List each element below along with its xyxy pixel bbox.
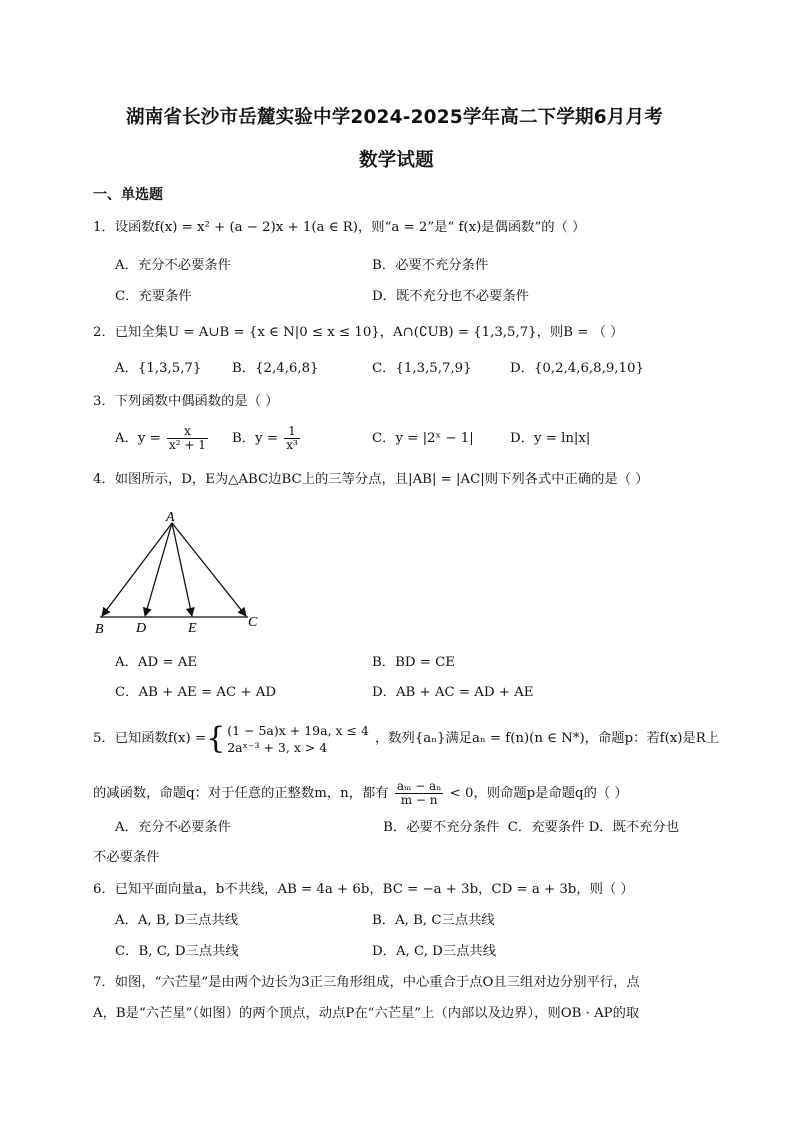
q3-a-num: x xyxy=(167,425,208,439)
page-subtitle: 数学试题 xyxy=(359,150,434,171)
q1-option-a: A．充分不必要条件 xyxy=(115,258,231,273)
q5-line2a: 的减函数，命题q：对于任意的正整数m，n，都有 xyxy=(93,786,389,801)
q1-option-b: B．必要不充分条件 xyxy=(372,258,489,273)
q3-b-label: B． xyxy=(232,431,256,446)
question-6: 6．已知平面向量a，b不共线，AB = 4a + 6b，BC = −a + 3b，CD = a + 3b，则（ ） xyxy=(93,882,634,897)
q3-b-fraction xyxy=(284,425,300,452)
q2-option-b: B．{2,4,6,8} xyxy=(232,361,319,376)
question-1: 1．设函数f(x) = x² + (a − 2)x + 1(a ∈ R)，则“a = 2”是“ f(x)是偶函数”的（ ） xyxy=(93,220,586,235)
label-c: C xyxy=(248,615,258,630)
q3-option-c: C．y = |2ˣ − 1| xyxy=(372,431,474,446)
q4-option-b: B．BD = CE xyxy=(372,655,455,670)
q3-b-den: x³ xyxy=(286,438,298,452)
q6-option-b: B．A, B, C三点共线 xyxy=(372,913,495,928)
label-d: D xyxy=(136,621,147,636)
vector-ad xyxy=(145,523,172,616)
q5-options-cont: 不必要条件 xyxy=(93,850,160,865)
label-e: E xyxy=(188,621,197,636)
q3-option-a xyxy=(115,425,210,452)
q5-lead: 5．已知函数f(x) = xyxy=(93,731,207,746)
question-7-line2: A，B是“六芒星”（如图）的两个顶点，动点P在“六芒星”上（内部以及边界），则OB · AP的取 xyxy=(93,1006,640,1021)
q3-a-lhs: y = xyxy=(137,431,161,446)
question-4: 4．如图所示，D，E为△ABC边BC上的三等分点，且|AB| = |AC|则下列各式中正确的是（ ） xyxy=(93,472,649,487)
q6-option-d: D．A, C, D三点共线 xyxy=(372,944,497,959)
q3-a-den: x² + 1 xyxy=(169,438,206,452)
q3-b-lhs: y = xyxy=(255,431,278,446)
q2-option-c: C．{1,3,5,7,9} xyxy=(372,361,472,376)
q5-fraction xyxy=(395,780,444,807)
page-title: 湖南省长沙市岳麓实验中学2024-2025学年高二下学期6月月考 xyxy=(126,107,663,128)
section-heading: 一、单选题 xyxy=(93,187,163,203)
q4-option-c: C．AB + AE = AC + AD xyxy=(115,685,276,700)
q3-option-d: D．y = ln|x| xyxy=(510,431,591,446)
triangle-figure xyxy=(88,505,278,640)
q2-option-d: D．{0,2,4,6,8,9,10} xyxy=(510,361,644,376)
question-2: 2．已知全集U = A∪B = {x ∈ N|0 ≤ x ≤ 10}，A∩(∁UB) = {1,3,5,7}，则B = （ ） xyxy=(93,325,624,340)
question-3: 3．下列函数中偶函数的是（ ） xyxy=(93,394,279,409)
q5-frac-num: aₘ − aₙ xyxy=(396,779,442,793)
q3-a-fraction xyxy=(167,425,208,452)
q3-a-label: A． xyxy=(115,431,138,446)
q1-option-d: D．既不充分也不必要条件 xyxy=(372,289,529,304)
q5-tail: ，数列{aₙ}满足aₙ = f(n)(n ∈ N*)，命题p：若f(x)是R上 xyxy=(374,731,720,746)
q5-case-1: (1 − 5a)x + 19a, x ≤ 4 xyxy=(227,723,369,738)
q3-option-b xyxy=(232,425,302,452)
vector-ae xyxy=(172,523,192,616)
q5-frac-den: m − n xyxy=(400,793,438,807)
q5-case-2: 2aˣ⁻³ + 3, x > 4 xyxy=(227,740,328,755)
vector-ac xyxy=(172,523,246,616)
question-5-line1 xyxy=(93,722,719,756)
question-5-line2 xyxy=(93,780,628,807)
q6-option-c: C．B, C, D三点共线 xyxy=(115,944,239,959)
question-7-line1: 7．如图，“六芒星”是由两个边长为3正三角形组成，中心重合于点O且三组对边分别平行，点 xyxy=(93,975,640,990)
q1-option-c: C．充要条件 xyxy=(115,289,192,304)
label-a: A xyxy=(166,510,175,525)
q5-piecewise xyxy=(227,722,369,756)
vector-ab xyxy=(102,523,172,616)
q5-options: A．充分不必要条件 B．必要不充分条件 C．充要条件 D．既不充分也 xyxy=(115,820,680,835)
q4-option-d: D．AB + AC = AD + AE xyxy=(372,685,534,700)
q4-option-a: A．AD = AE xyxy=(115,655,198,670)
q5-line2b: < 0，则命题p是命题q的（ ） xyxy=(449,786,628,801)
q6-option-a: A．A, B, D三点共线 xyxy=(115,913,239,928)
label-b: B xyxy=(95,622,104,637)
q5-brace: { xyxy=(206,721,226,756)
q2-option-a: A．{1,3,5,7} xyxy=(115,361,202,376)
q3-b-num: 1 xyxy=(284,425,300,439)
